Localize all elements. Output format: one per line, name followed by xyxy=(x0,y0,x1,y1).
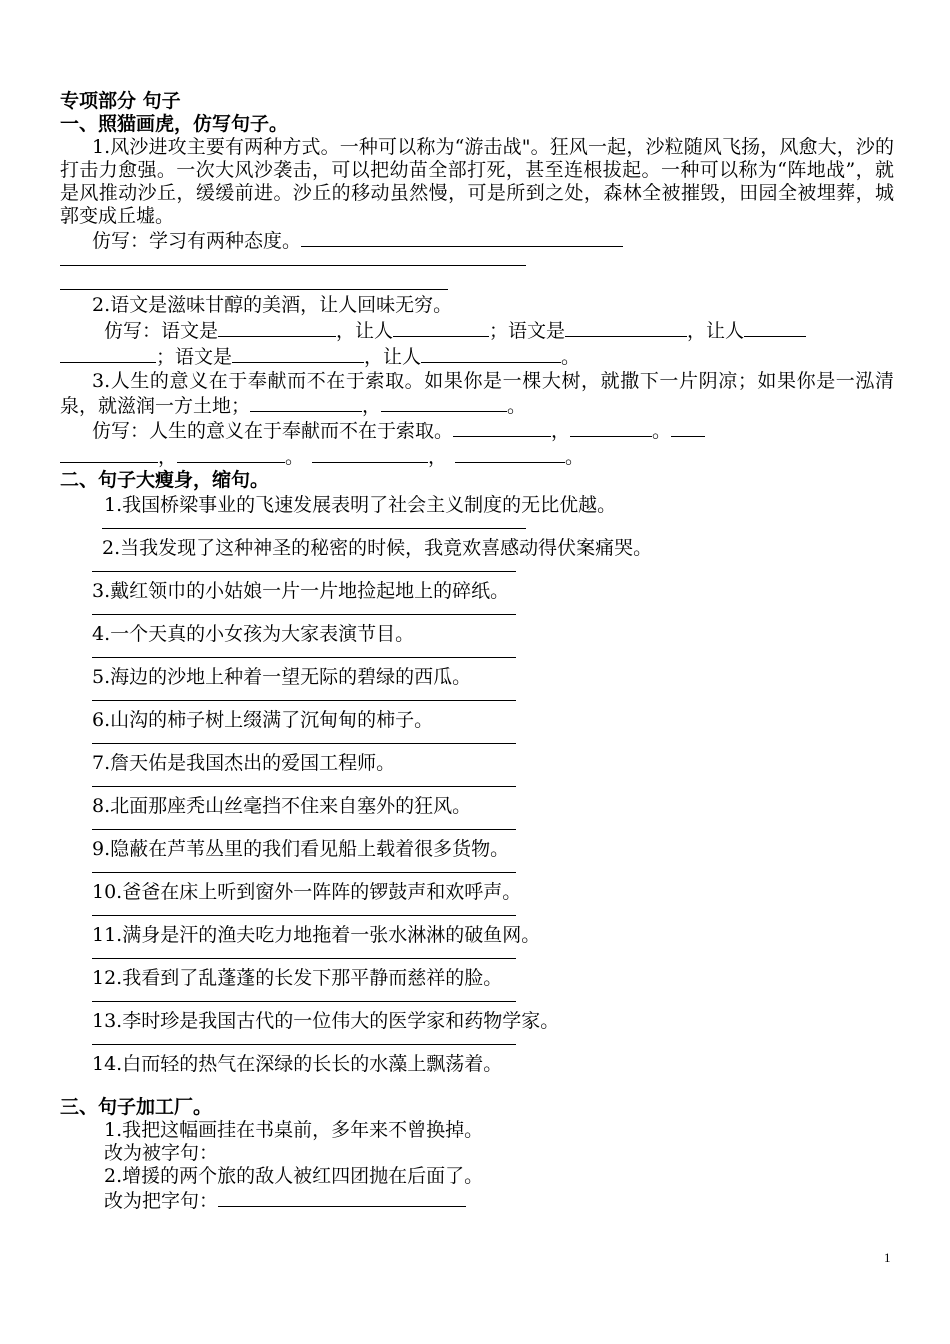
answer-line[interactable] xyxy=(92,948,516,959)
s1-q3-c5: ， xyxy=(428,446,448,468)
s1-q2-text: 2.语文是滋味甘醇的美酒，让人回味无穷。 xyxy=(92,294,453,316)
answer-line[interactable] xyxy=(92,862,516,873)
list-item: 6.山沟的柿子树上缀满了沉甸甸的柿子。 xyxy=(92,709,434,731)
list-item: 12.我看到了乱蓬蓬的长发下那平静而慈祥的脸。 xyxy=(92,967,503,989)
worksheet-page xyxy=(60,90,894,1213)
s1-q3-c3: ， xyxy=(158,446,178,468)
s1-q3-comma: ， xyxy=(362,395,382,417)
s1-q2-blank-7[interactable] xyxy=(421,344,561,363)
list-item: 3.戴红领巾的小姑娘一片一片地捡起地上的碎纸。 xyxy=(92,580,510,602)
s1-q3-blank-6[interactable] xyxy=(60,444,158,463)
list-item: 4.一个天真的小女孩为大家表演节目。 xyxy=(92,623,415,645)
s3-q1-text: 1.我把这幅画挂在书桌前，多年来不曾换掉。 xyxy=(104,1119,484,1141)
s1-q3-end: 。 xyxy=(507,395,527,417)
list-item: 10.爸爸在床上听到窗外一阵阵的锣鼓声和欢呼声。 xyxy=(92,881,522,903)
s1-q2-blank-2[interactable] xyxy=(393,318,489,337)
s1-q1-answer-line-3[interactable] xyxy=(60,288,448,290)
s1-q3-blank-1[interactable] xyxy=(250,393,362,412)
answer-line[interactable] xyxy=(102,518,526,529)
s1-q3-blank-7[interactable] xyxy=(177,444,285,463)
section-2-heading: 二、句子大瘦身，缩句。 xyxy=(60,469,270,491)
s1-q2-blank-3[interactable] xyxy=(565,318,687,337)
s1-q3-text-para xyxy=(60,370,894,418)
s1-q2-prompt-line-2 xyxy=(60,344,894,370)
s1-q3-blank-9[interactable] xyxy=(455,444,565,463)
s1-q3-blank-4[interactable] xyxy=(570,418,652,437)
s3-q2-prompt-line xyxy=(60,1188,894,1213)
answer-line[interactable] xyxy=(92,776,516,787)
s1-q3-prompt: 仿写：人生的意义在于奉献而不在于索取。 xyxy=(92,420,454,442)
s1-q3-blank-5[interactable] xyxy=(671,418,705,437)
s1-q2-p6: ，让人 xyxy=(364,346,422,368)
s1-q2-blank-6[interactable] xyxy=(232,344,364,363)
page-number: 1 xyxy=(884,1250,891,1265)
s1-q3-prompt-line xyxy=(60,418,894,444)
s3-q2-text: 2.增援的两个旅的敌人被红四团抛在后面了。 xyxy=(104,1165,484,1187)
s1-q2-p3: ；语文是 xyxy=(489,320,566,342)
s1-q3-c2: 。 xyxy=(652,420,672,442)
list-item: 11.满身是汗的渔夫吃力地拖着一张水淋淋的破鱼网。 xyxy=(92,924,541,946)
list-item: 1.我国桥梁事业的飞速发展表明了社会主义制度的无比优越。 xyxy=(104,494,617,516)
s1-q3-c4: 。 xyxy=(285,446,305,468)
answer-line[interactable] xyxy=(92,604,516,615)
s1-q3-prompt-line-2 xyxy=(60,444,894,468)
s1-q2-blank-1[interactable] xyxy=(218,318,336,337)
s1-q2-blank-5[interactable] xyxy=(60,344,156,363)
list-item: 5.海边的沙地上种着一望无际的碧绿的西瓜。 xyxy=(92,666,472,688)
s2-item-list xyxy=(60,492,894,1077)
answer-line[interactable] xyxy=(92,819,516,830)
s1-q1-blank-1[interactable] xyxy=(301,228,623,247)
s1-q3-blank-3[interactable] xyxy=(453,418,551,437)
s1-q1-prompt-line xyxy=(60,228,894,254)
s1-q3-c1: ， xyxy=(551,420,571,442)
s1-q3-c6: 。 xyxy=(565,446,585,468)
section-3-heading: 三、句子加工厂。 xyxy=(60,1096,213,1118)
answer-line[interactable] xyxy=(92,561,516,572)
list-item: 7.詹天佑是我国杰出的爱国工程师。 xyxy=(92,752,396,774)
answer-line[interactable] xyxy=(92,991,516,1002)
s1-q1-answer-line-2[interactable] xyxy=(60,264,526,266)
s1-q3-blank-8[interactable] xyxy=(312,444,428,463)
s3-q1-prompt: 改为被字句： xyxy=(104,1142,219,1164)
s1-q2-p4: ，让人 xyxy=(687,320,745,342)
answer-line[interactable] xyxy=(92,733,516,744)
list-item: 9.隐蔽在芦苇丛里的我们看见船上载着很多货物。 xyxy=(92,838,510,860)
answer-line[interactable] xyxy=(92,1034,516,1045)
s3-q2-prompt: 改为把字句： xyxy=(104,1190,219,1212)
s1-q3-blank-2[interactable] xyxy=(381,393,507,412)
list-item: 8.北面那座秃山丝毫挡不住来自塞外的狂风。 xyxy=(92,795,472,817)
answer-line[interactable] xyxy=(92,690,516,701)
s1-q2-prompt-line xyxy=(60,318,894,344)
s1-q1-prompt: 仿写：学习有两种态度。 xyxy=(92,230,302,252)
s1-q2-p5: ；语文是 xyxy=(156,346,233,368)
s3-q2-blank[interactable] xyxy=(218,1188,466,1207)
s1-q3-text: 3.人生的意义在于奉献而不在于索取。如果你是一棵大树，就撒下一片阴凉；如果你是一泓清泉，就滋润一方土地； xyxy=(60,370,894,417)
list-item: 14.白而轻的热气在深绿的长长的水藻上飘荡着。 xyxy=(92,1053,503,1075)
section-1-heading: 一、照猫画虎，仿写句子。 xyxy=(60,113,289,135)
answer-line[interactable] xyxy=(92,647,516,658)
s1-q2-p2: ，让人 xyxy=(336,320,394,342)
s1-q2-p1: 仿写：语文是 xyxy=(104,320,219,342)
list-item: 13.李时珍是我国古代的一位伟大的医学家和药物学家。 xyxy=(92,1010,560,1032)
s1-q2-blank-4[interactable] xyxy=(744,318,806,337)
list-item: 2.当我发现了这种神圣的秘密的时候，我竟欢喜感动得伏案痛哭。 xyxy=(102,537,653,559)
doc-title: 专项部分 句子 xyxy=(60,90,181,112)
s1-q2-p7: 。 xyxy=(561,346,581,368)
answer-line[interactable] xyxy=(92,905,516,916)
s1-q1-text: 1.风沙进攻主要有两种方式。一种可以称为“游击战"。狂风一起，沙粒随风飞扬，风愈大，沙的打击力愈强。一次大风沙袭击，可以把幼苗全部打死，甚至连根拔起。一种可以称为“阵地战”，就是风推动沙丘，缓缓前进。沙丘的移动虽然慢，可是所到之处，森林全被摧毁，田园全被埋葬，城郭变成丘墟。 xyxy=(60,136,894,227)
